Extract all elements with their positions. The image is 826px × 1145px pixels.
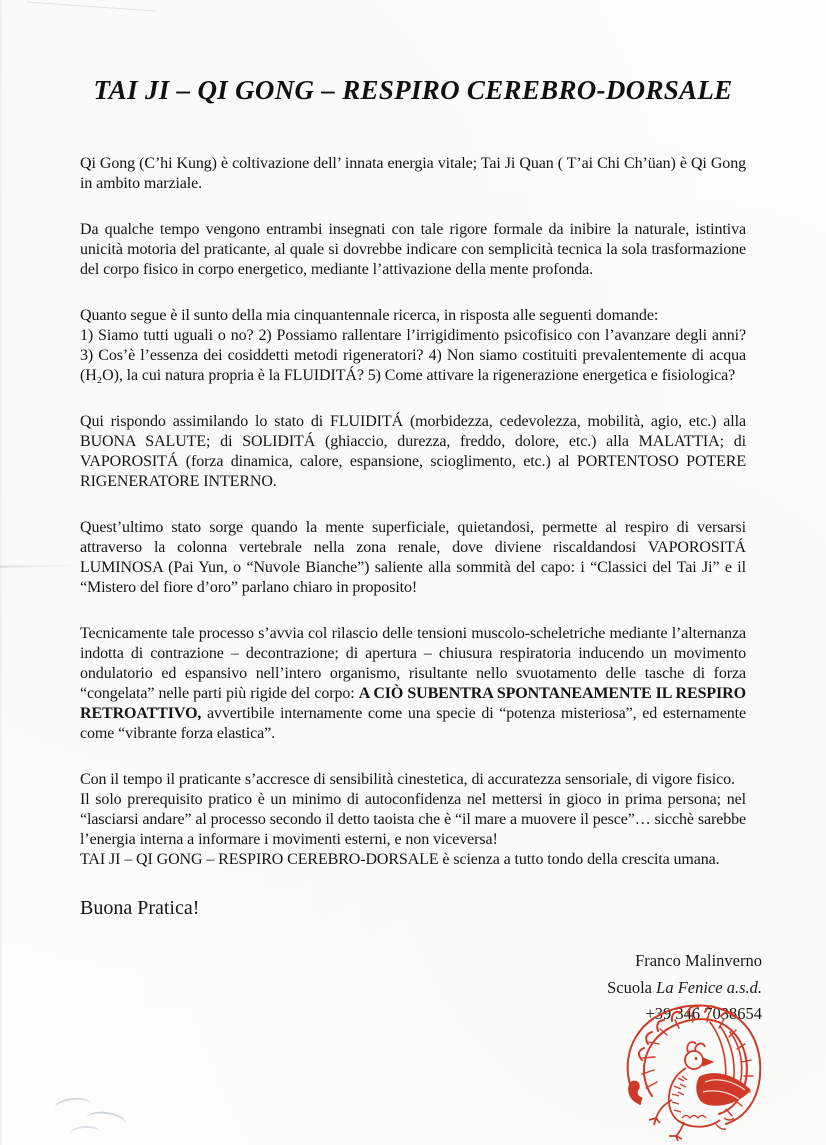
paragraph-domande-intro: Quanto segue è il sunto della mia cinquantennale ricerca, in risposta alle seguenti domande:	[80, 307, 659, 324]
phoenix-icon	[612, 1000, 772, 1142]
signature-school-prefix: Scuola	[607, 977, 653, 997]
paragraph-domande-list: 1) Siamo tutti uguali o no? 2) Possiamo rallentare l’irrigidimento psicofisico con l’avanzare degli anni? 3) Cos’è l’essenza dei cosiddetti metodi rigeneratori? 4) Non siamo costituiti prevalentemente di acqua (H₂O), la cui natura propria è la FLUIDITÁ? 5) Come attivare la rigenerazione energetica e fisiologica?	[80, 327, 746, 384]
scan-smudge	[54, 1096, 91, 1116]
paragraph-fluidita: Qui rispondo assimilando lo stato di FLUIDITÁ (morbidezza, cedevolezza, mobilità, agio, etc.) alla BUONA SALUTE; di SOLIDITÁ (ghiaccio, durezza, freddo, dolore, etc.) alla MALATTIA; di VAPOROSITÁ (forza dinamica, calore, espansione, scioglimento, etc.) al PORTENTOSO POTERE RIGENERATORE INTERNO.	[80, 413, 746, 490]
signature-school	[80, 975, 762, 1002]
signature-phone: +39 346 7038654	[645, 1004, 762, 1023]
paragraph-conclusione-flow: Il solo prerequisito pratico è un minimo di autoconfidenza nel mettersi in gioco in prima persona; nel “lasciarsi andare” al processo secondo il detto taoista che è “il mare a muovere il pesce”… sicchè sarebbe l’energia interna a informare i movimenti esterni, e non viceversa!	[80, 791, 746, 848]
signature-school-name: La Fenice a.s.d.	[656, 977, 762, 997]
scan-edge-shade	[0, 0, 3, 1145]
paragraph-vaporosita-luminosa: Quest’ultimo stato sorge quando la mente superficiale, quietandosi, permette al respiro di versarsi attraverso la colonna vertebrale nella zona renale, dove diviene riscaldandosi VAPOROSITÁ LUMINOSA (Pai Yun, o “Nuvole Bianche”) saliente alla sommità del capo: i “Classici del Tai Ji” e il “Mistero del fiore d’oro” parlano chiaro in proposito!	[80, 519, 746, 596]
paragraph-intro-qigong: Qi Gong (C’hi Kung) è coltivazione dell’ innata energia vitale; Tai Ji Quan ( T’ai Chi Ch’üan) è Qi Gong in ambito marziale.	[80, 155, 746, 192]
scan-fold-crease	[0, 564, 80, 567]
paragraph-respiro-part2: avvertibile internamente come una specie di “potenza misteriosa”, ed esternamente come “vibrante forza elastica”.	[80, 705, 746, 742]
closing-greeting: Buona Pratica!	[80, 897, 200, 919]
paragraph-conclusione-line2: TAI JI – QI GONG – RESPIRO CEREBRO-DORSALE è scienza a tutto tondo della crescita umana.	[80, 851, 720, 868]
signature-name: Franco Malinverno	[635, 951, 762, 970]
document-body	[80, 75, 762, 1028]
scan-smudge	[70, 1125, 101, 1141]
paragraph-conclusione	[80, 770, 746, 870]
paragraph-respiro-retroattivo	[80, 624, 746, 744]
paragraph-respiro-part1: Tecnicamente tale processo s’avvia col rilascio delle tensioni muscolo-scheletriche mediante l’alternanza indotta di contrazione – decontrazione; di apertura – chiusura respiratoria inducendo un movimento ondulatorio ed espansivo nell’intero organismo, risultante nello svuotamento delle tasche di forza “congelata” nelle parti più rigide del corpo:	[80, 625, 746, 702]
paragraph-conclusione-line1: Con il tempo il praticante s’accresce di sensibilità cinestetica, di accuratezza sensoriale, di vigore fisico.	[80, 771, 735, 788]
document-title: TAI JI – QI GONG – RESPIRO CEREBRO-DORSALE	[93, 75, 733, 105]
phoenix-logo	[612, 1000, 772, 1142]
paragraph-rigore-formale: Da qualche tempo vengono entrambi insegnati con tale rigore formale da inibire la naturale, istintiva unicità motoria del praticante, al quale si dovrebbe indicare con semplicità tecnica la sola trasformazione del corpo fisico in corpo energetico, mediante l’attivazione della mente profonda.	[80, 221, 746, 278]
paragraph-respiro-bold: A CIÒ SUBENTRA SPONTANEAMENTE IL RESPIRO RETROATTIVO,	[80, 685, 746, 722]
scan-corner-line	[26, 1, 156, 11]
paragraph-domande	[80, 306, 746, 386]
